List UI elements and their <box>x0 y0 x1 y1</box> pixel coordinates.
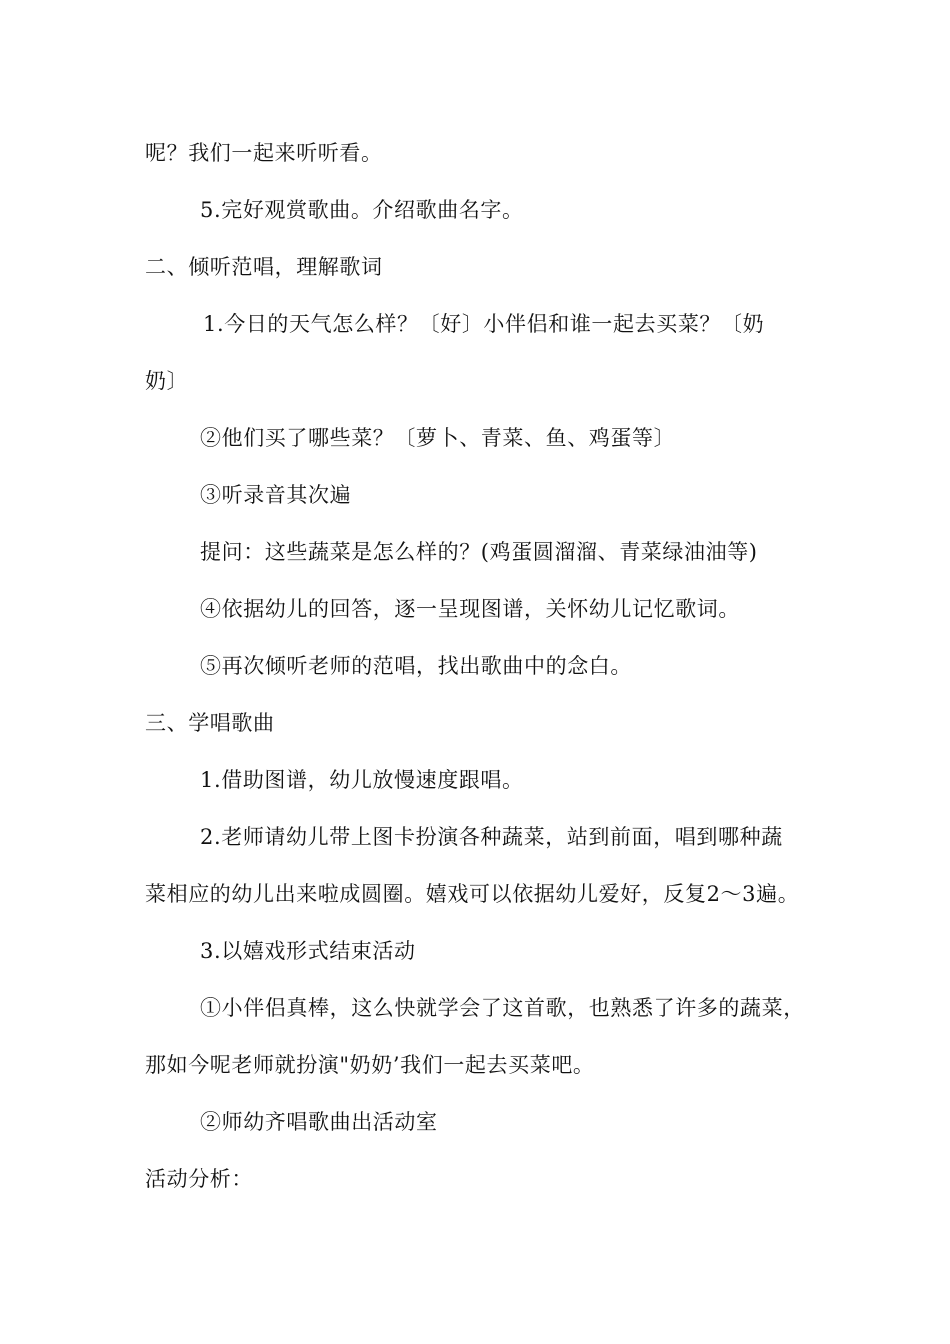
text-line-step-5: 5.完好观赏歌曲。介绍歌曲名字。 <box>200 198 524 222</box>
text-line-item-2: ②他们买了哪些菜？〔萝卜、青菜、鱼、鸡蛋等〕 <box>200 426 676 450</box>
text-line-question: 提问：这些蔬菜是怎么样的？(鸡蛋圆溜溜、青菜绿油油等) <box>200 540 758 564</box>
text-line-question-1: 1.今日的天气怎么样？〔好〕小伴侣和谁一起去买菜？〔奶 <box>203 312 765 336</box>
text-line-step-3: 3.以嬉戏形式结束活动 <box>200 939 416 963</box>
text-line-item-5: ⑤再次倾听老师的范唱，找出歌曲中的念白。 <box>200 654 632 678</box>
text-line-step-2: 2.老师请幼儿带上图卡扮演各种蔬菜，站到前面，唱到哪种蔬 <box>200 825 783 849</box>
text-line-sub-1: ①小伴侣真棒，这么快就学会了这首歌，也熟悉了许多的蔬菜， <box>200 996 805 1020</box>
text-line-question-1-cont: 奶〕 <box>145 369 189 393</box>
section-heading-analysis: 活动分析： <box>145 1167 253 1191</box>
text-line-sub-1-cont: 那如今呢老师就扮演"奶奶’我们一起去买菜吧。 <box>145 1053 595 1077</box>
text-line-item-4: ④依据幼儿的回答，逐一呈现图谱，关怀幼儿记忆歌词。 <box>200 597 740 621</box>
section-heading-3: 三、学唱歌曲 <box>145 711 275 735</box>
text-line-continuation: 呢？我们一起来听听看。 <box>145 141 383 165</box>
text-line-item-3: ③听录音其次遍 <box>200 483 352 507</box>
section-heading-2: 二、倾听范唱，理解歌词 <box>145 255 383 279</box>
text-line-sub-2: ②师幼齐唱歌曲出活动室 <box>200 1110 438 1134</box>
text-line-step-1: 1.借助图谱，幼儿放慢速度跟唱。 <box>200 768 524 792</box>
text-line-step-2-cont: 菜相应的幼儿出来啦成圆圈。嬉戏可以依据幼儿爱好，反复2～3遍。 <box>145 882 800 906</box>
